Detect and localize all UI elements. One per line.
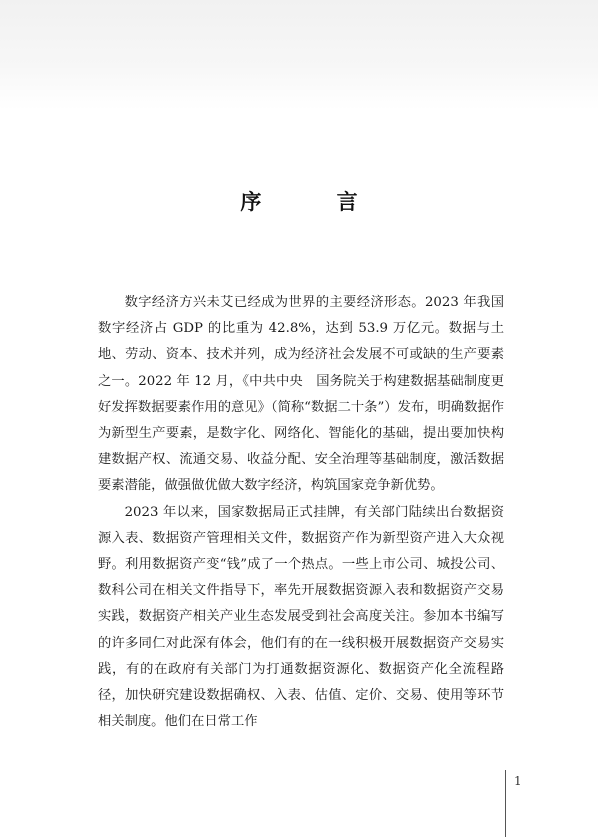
paragraph: 数字经济方兴未艾已经成为世界的主要经济形态。2023 年我国数字经济占 GDP 的比重为 42.8%，达到 53.9 万亿元。数据与土地、劳动、资本、技术并列，成为经济社会发展不可或缺的生产要素之一。2022 年 12 月，《中共中央 国务院关于构建数据基础制度更好发挥数据要素作用的意见》（简称“数据二十条”）发布，明确数据作为新型生产要素，是数字化、网络化、智能化的基础，提出要加快构建数据产权、流通交易、收益分配、安全治理等基础制度，激活数据要素潜能，做强做优做大数字经济，构筑国家竞争新优势。	[98, 295, 504, 494]
margin-rule	[505, 770, 506, 837]
body-text	[98, 290, 504, 735]
paragraph: 2023 年以来，国家数据局正式挂牌，有关部门陆续出台数据资源入表、数据资产管理相关文件，数据资产作为新型资产进入大众视野。利用数据资产变“钱”成了一个热点。一些上市公司、城投公司、数科公司在相关文件指导下，率先开展数据资源入表和数据资产交易实践，数据资产相关产业生态发展受到社会高度关注。参加本书编写的许多同仁对此深有体会，他们有的在一线积极开展数据资产交易实践，有的在政府有关部门为打通数据资源化、数据资产化全流程路径，加快研究建设数据确权、入表、估值、定价、交易、使用等环节相关制度。他们在日常工作	[98, 504, 504, 730]
page-number: 1	[514, 774, 522, 788]
page-title: 序 言	[240, 189, 392, 214]
top-shading	[0, 0, 598, 110]
